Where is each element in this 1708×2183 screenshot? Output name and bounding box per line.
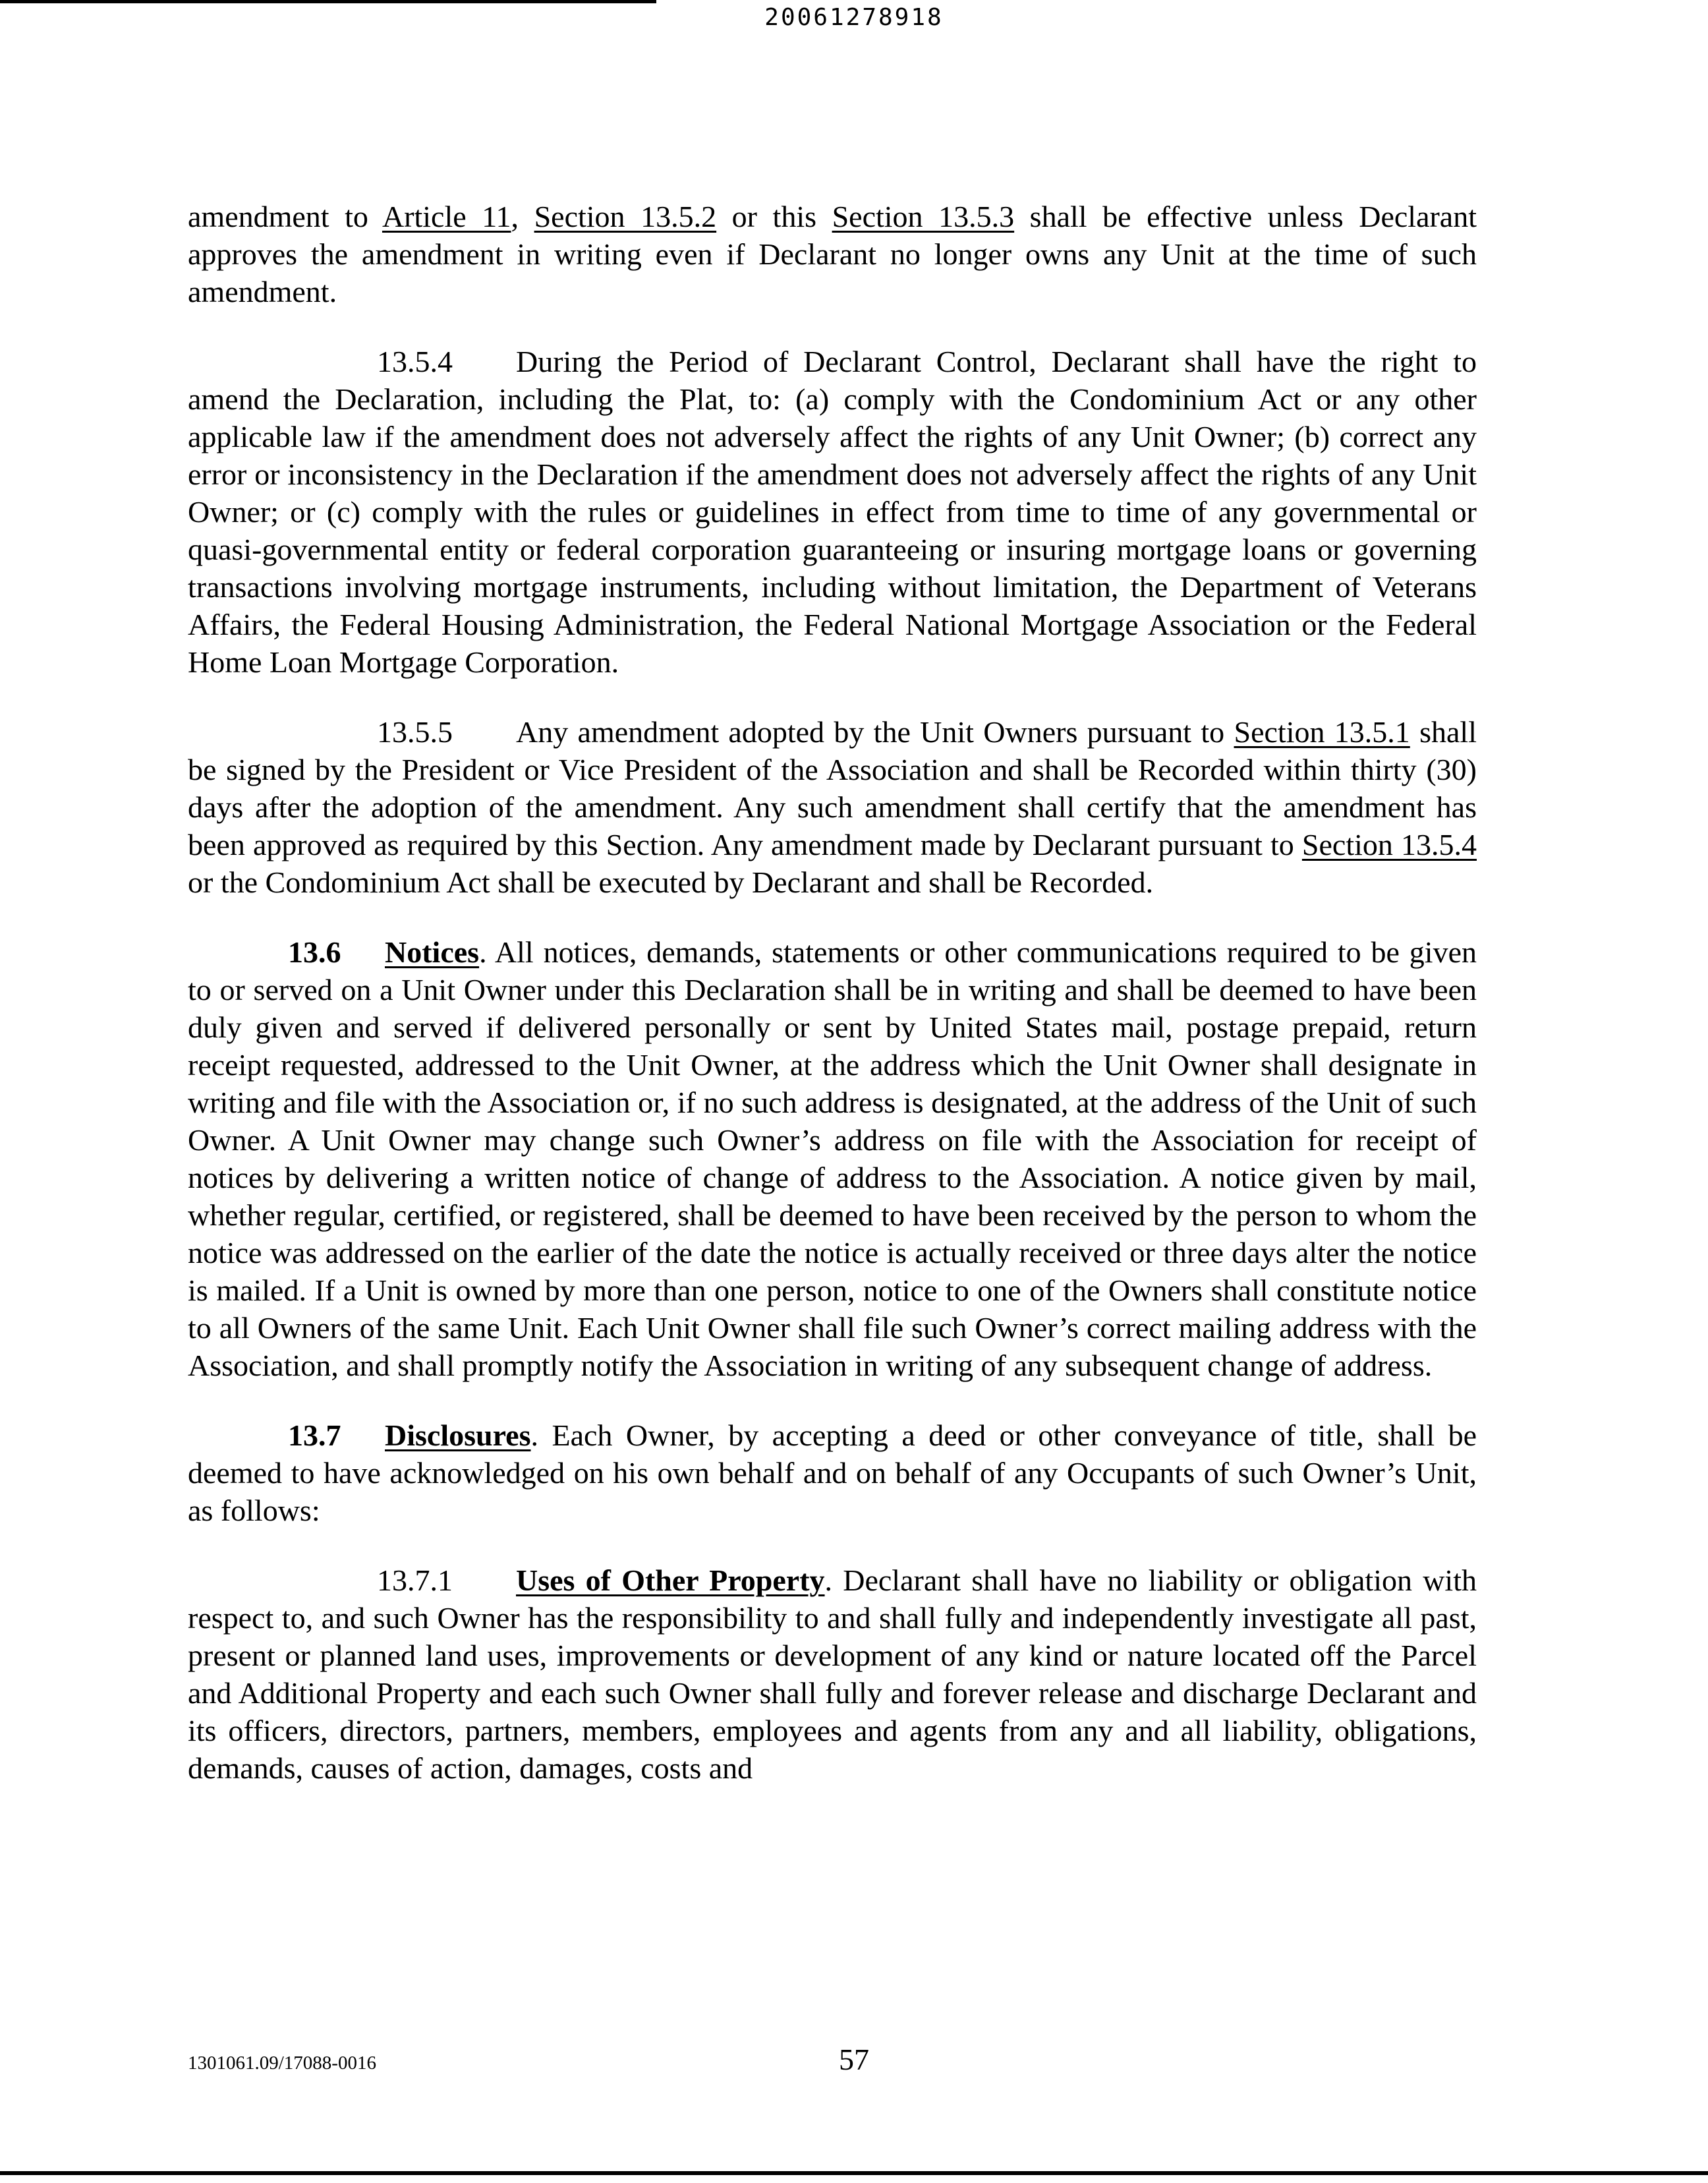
top-rule — [0, 0, 656, 3]
section-number: 13.6 — [288, 935, 341, 969]
section-number: 13.7 — [288, 1418, 341, 1452]
section-heading: Disclosures — [385, 1418, 531, 1452]
reference-section-13-5-2: Section 13.5.2 — [534, 200, 717, 233]
reference-article-11: Article 11 — [382, 200, 511, 233]
paragraph-13-7-disclosures: 13.7 Disclosures. Each Owner, by accepting a deed or other conveyance of title, shall be deemed to have acknowledged on his own behalf and on behalf of any Occupants of such Owner’s Unit, as follows: — [188, 1416, 1477, 1529]
paragraph-13-7-1-uses-of-other-property: 13.7.1 Uses of Other Property. Declarant shall have no liability or obligation with respect to, and such Owner has the responsibility to and shall fully and independently investigate all past, present or planned land uses, improvements or development of any kind or nature located off the Parcel and Additional Property and each such Owner shall fully and forever release and discharge Declarant and its officers, directors, partners, members, employees and agents from any and all liability, obligations, demands, causes of action, damages, costs and — [188, 1561, 1477, 1787]
paragraph-13-5-4: 13.5.4 During the Period of Declarant Control, Declarant shall have the right to amend the Declaration, including the Plat, to: (a) comply with the Condominium Act or any other applicable law if the amendment does not adversely affect the rights of any Unit Owner; (b) correct any error or inconsistency in the Declaration if the amendment does not adversely affect the rights of any Unit Owner; or (c) comply with the rules or guidelines in effect from time to time of any governmental or quasi-governmental entity or federal corporation guaranteeing or insuring mortgage loans or governing transactions involving mortgage instruments, including without limitation, the Department of Veterans Affairs, the Federal Housing Administration, the Federal National Mortgage Association or the Federal Home Loan Mortgage Corporation. — [188, 343, 1477, 681]
section-number: 13.5.4 — [377, 345, 453, 378]
recording-number: 20061278918 — [764, 4, 944, 31]
footer-document-id: 1301061.09/17088-0016 — [188, 2052, 376, 2074]
section-heading: Uses of Other Property — [516, 1563, 825, 1597]
page-number: 57 — [839, 2043, 869, 2076]
section-number: 13.7.1 — [377, 1563, 453, 1597]
document-body — [188, 198, 1477, 1787]
reference-section-13-5-1: Section 13.5.1 — [1234, 715, 1410, 749]
reference-section-13-5-4: Section 13.5.4 — [1301, 828, 1477, 861]
paragraph-13-5-3-continuation: amendment to Article 11, Section 13.5.2 or this Section 13.5.3 shall be effective unless Declarant approves the amendment in writing even if Declarant no longer owns any Unit at the time of such amendment. — [188, 200, 1477, 308]
reference-section-13-5-3: Section 13.5.3 — [832, 200, 1015, 233]
section-heading: Notices — [385, 935, 480, 969]
bottom-rule — [0, 2171, 1708, 2175]
paragraph-13-5-5: 13.5.5 Any amendment adopted by the Unit Owners pursuant to Section 13.5.1 shall be signed by the President or Vice President of the Association and shall be Recorded within thirty (30) days after the adoption of the amendment. Any such amendment shall certify that the amendment has been approved as required by this Section. Any amendment made by Declarant pursuant to Section 13.5.4 or the Condominium Act shall be executed by Declarant and shall be Recorded. — [188, 713, 1477, 901]
paragraph-13-6-notices: 13.6 Notices. All notices, demands, statements or other communications required to be given to or served on a Unit Owner under this Declaration shall be in writing and shall be deemed to have been duly given and served if delivered personally or sent by United States mail, postage prepaid, return receipt requested, addressed to the Unit Owner, at the address which the Unit Owner shall designate in writing and file with the Association or, if no such address is designated, at the address of the Unit of such Owner. A Unit Owner may change such Owner’s address on file with the Association for receipt of notices by delivering a written notice of change of address to the Association. A notice given by mail, whether regular, certified, or registered, shall be deemed to have been received by the person to whom the notice was addressed on the earlier of the date the notice is actually received or three days alter the notice is mailed. If a Unit is owned by more than one person, notice to one of the Owners shall constitute notice to all Owners of the same Unit. Each Unit Owner shall file such Owner’s correct mailing address with the Association, and shall promptly notify the Association in writing of any subsequent change of address. — [188, 933, 1477, 1384]
section-number: 13.5.5 — [377, 715, 453, 749]
